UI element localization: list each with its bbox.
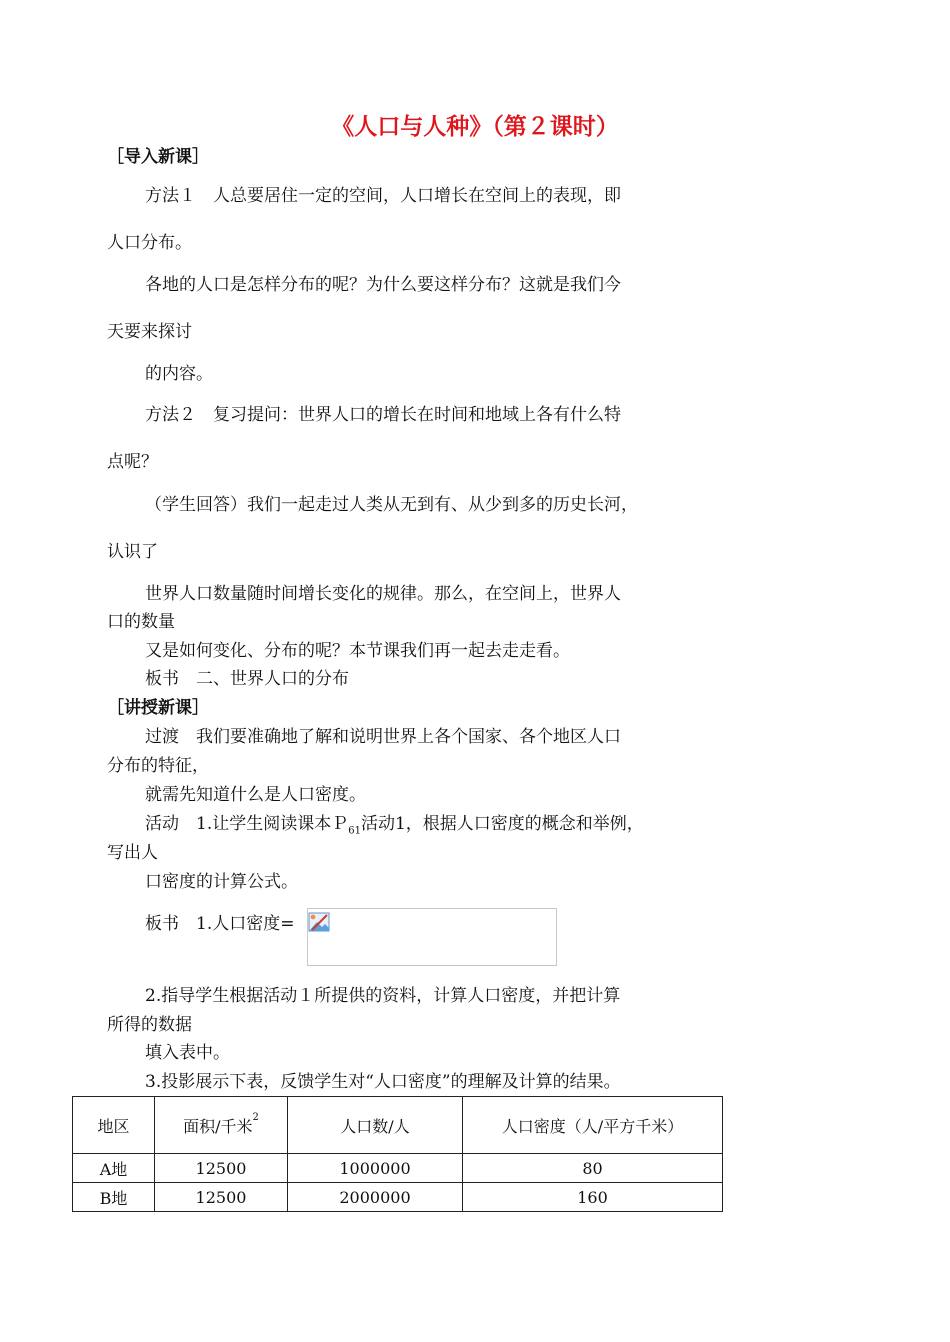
paragraph-line: 各地的人口是怎样分布的呢？为什么要这样分布？这就是我们今 [145, 275, 621, 295]
paragraph-line: 3.投影展示下表，反馈学生对“人口密度”的理解及计算的结果。 [145, 1072, 621, 1092]
paragraph-line: 又是如何变化、分布的呢？本节课我们再一起去走走看。 [145, 641, 570, 661]
document-title: 《人口与人种》（第２课时） [331, 114, 619, 140]
activity-text-a: 活动 1.让学生阅读课本Ｐ [145, 814, 349, 834]
paragraph-line: 口密度的计算公式。 [145, 872, 298, 892]
paragraph-line [145, 813, 644, 842]
table-cell: A地 [73, 1154, 155, 1183]
paragraph-line: 天要来探讨 [107, 322, 192, 342]
table-cell: 160 [463, 1183, 723, 1212]
paragraph-line: 填入表中。 [145, 1043, 230, 1063]
paragraph-line: 方法１ 人总要居住一定的空间，人口增长在空间上的表现，即 [145, 186, 621, 206]
paragraph-line: 点呢？ [107, 452, 158, 472]
table-header-cell: 人口密度（人/平方千米） [463, 1097, 723, 1154]
section-heading-intro: ［导入新课］ [107, 147, 209, 167]
table-header-cell [155, 1097, 288, 1154]
table-header-cell: 地区 [73, 1097, 155, 1154]
table-row [73, 1154, 723, 1183]
paragraph-line: 写出人 [107, 843, 158, 863]
broken-image-icon [308, 912, 330, 932]
paragraph-line: 方法２ 复习提问：世界人口的增长在时间和地域上各有什么特 [145, 405, 621, 425]
paragraph-line: 板书 1.人口密度= [145, 914, 295, 934]
area-header-label: 面积/千米 [183, 1116, 253, 1136]
table-row [73, 1183, 723, 1212]
section-heading-teach: ［讲授新课］ [107, 698, 209, 718]
table-header-cell: 人口数/人 [288, 1097, 463, 1154]
table-cell: 12500 [155, 1183, 288, 1212]
paragraph-line: 板书 二、世界人口的分布 [145, 669, 349, 689]
paragraph-line: 的内容。 [145, 364, 213, 384]
paragraph-line: 认识了 [107, 542, 158, 562]
area-unit-superscript: 2 [252, 1111, 259, 1123]
activity-text-b: 活动1，根据人口密度的概念和举例， [360, 814, 644, 834]
table-header-row [73, 1097, 723, 1154]
paragraph-line: 就需先知道什么是人口密度。 [145, 785, 366, 805]
paragraph-line: 人口分布。 [107, 233, 192, 253]
paragraph-line: 过渡 我们要准确地了解和说明世界上各个国家、各个地区人口 [145, 727, 621, 747]
table-cell: B地 [73, 1183, 155, 1212]
paragraph-line: 口的数量 [107, 612, 175, 632]
population-density-table [72, 1096, 723, 1212]
formula-image-frame [307, 908, 557, 966]
paragraph-line: 2.指导学生根据活动１所提供的资料，计算人口密度，并把计算 [145, 986, 621, 1006]
table-cell: 1000000 [288, 1154, 463, 1183]
paragraph-line: 分布的特征， [107, 756, 209, 776]
table-cell: 2000000 [288, 1183, 463, 1212]
paragraph-line: 所得的数据 [107, 1015, 192, 1035]
table-cell: 12500 [155, 1154, 288, 1183]
paragraph-line: （学生回答）我们一起走过人类从无到有、从少到多的历史长河， [145, 495, 638, 515]
table-cell: 80 [463, 1154, 723, 1183]
paragraph-line: 世界人口数量随时间增长变化的规律。那么，在空间上，世界人 [145, 584, 621, 604]
page-subscript: 61 [348, 825, 361, 837]
